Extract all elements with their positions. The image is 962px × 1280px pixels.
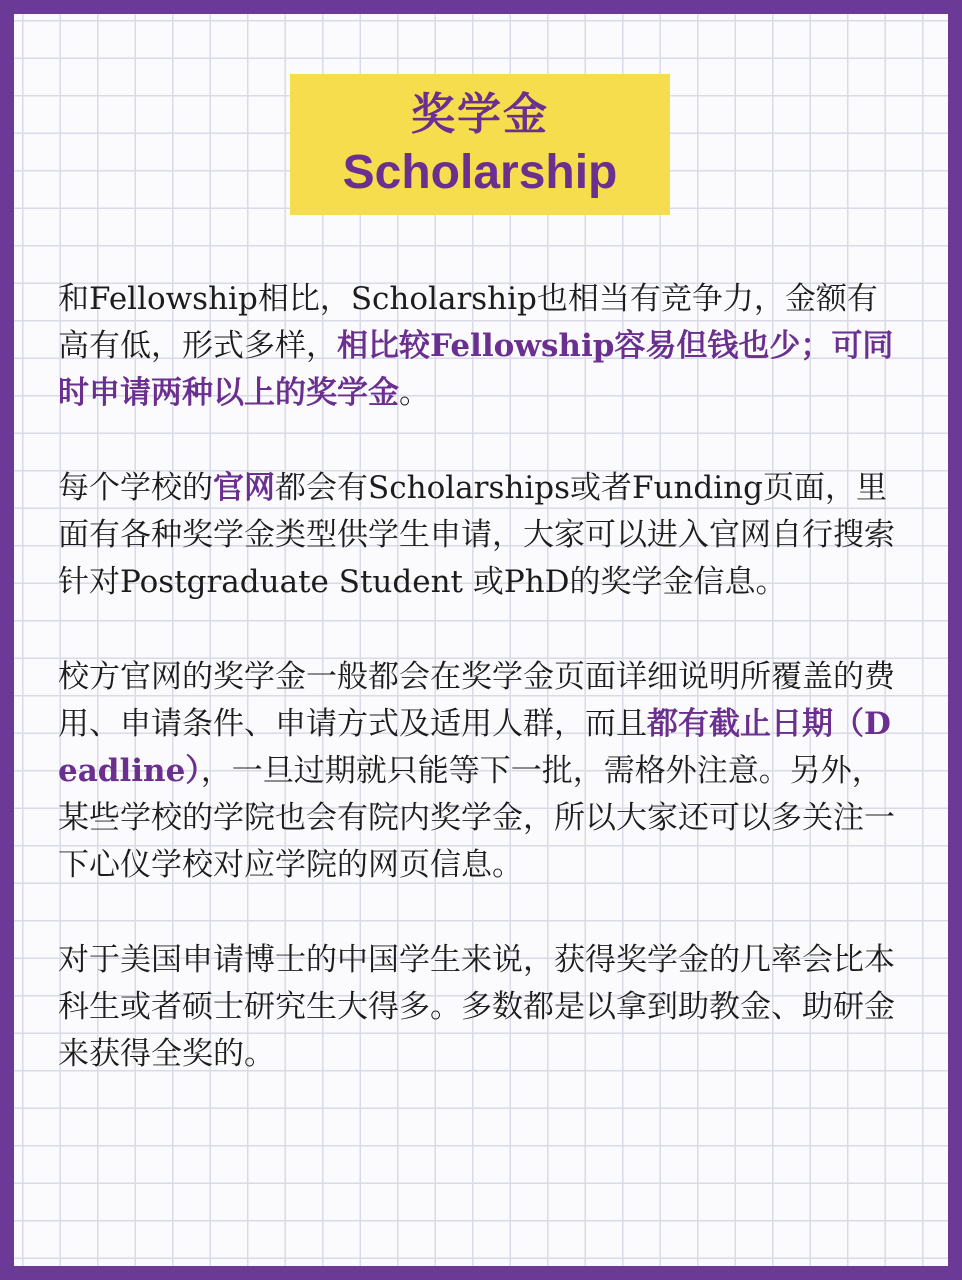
paragraph-deadline xyxy=(58,654,898,889)
paragraph-official-website xyxy=(58,465,898,606)
title-chinese: 奖学金 xyxy=(411,88,549,140)
title-banner xyxy=(290,74,670,215)
paragraph-comparison xyxy=(58,276,898,417)
highlight-text: 都有截止日期（Deadline） xyxy=(58,706,891,789)
highlight-text: 相比较Fellowship容易但钱也少；可同时申请两种以上的奖学金 xyxy=(58,328,894,411)
paragraph-phd-students xyxy=(58,937,898,1078)
article-body xyxy=(58,276,898,1126)
title-english: Scholarship xyxy=(342,145,618,199)
paragraph-text: 对于美国申请博士的中国学生来说，获得奖学金的几率会比本科生或者硕士研究生大得多。多数都是以拿到助教金、助研金来获得全奖的。 xyxy=(58,942,895,1072)
highlight-text: 官网 xyxy=(213,470,275,506)
paragraph-text: 都会有Scholarships或者Funding页面，里面有各种奖学金类型供学生申请，大家可以进入官网自行搜索针对Postgraduate Student 或PhD的奖学金信息。 xyxy=(58,470,895,600)
paragraph-text: 和Fellowship相比，Scholarship也相当有竞争力，金额有高有低，形式多样， xyxy=(58,281,878,364)
paragraph-text: 校方官网的奖学金一般都会在奖学金页面详细说明所覆盖的费用、申请条件、申请方式及适用人群，而且 xyxy=(58,659,895,742)
paragraph-text: ，一旦过期就只能等下一批，需格外注意。另外，某些学校的学院也会有院内奖学金，所以大家还可以多关注一下心仪学校对应学院的网页信息。 xyxy=(58,753,895,883)
paragraph-text: 每个学校的 xyxy=(58,470,213,506)
paragraph-text: 。 xyxy=(399,375,430,411)
